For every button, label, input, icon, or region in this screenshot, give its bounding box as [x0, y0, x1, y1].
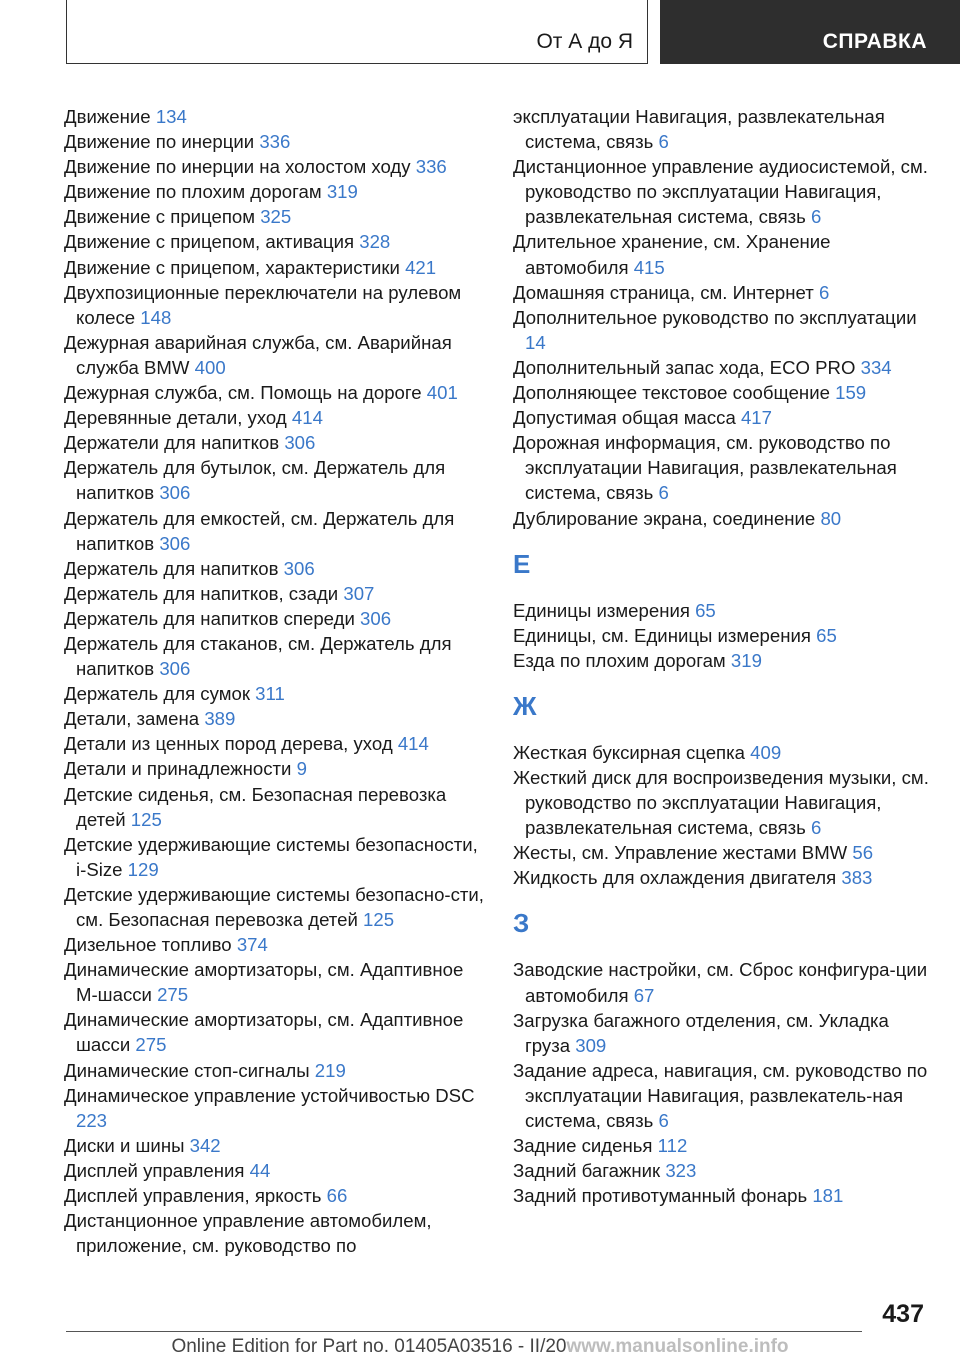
index-entry-text: Задний багажник [513, 1160, 661, 1182]
index-sections [513, 550, 933, 1209]
index-entry-text: Дизельное топливо [64, 934, 232, 956]
index-entry-text: Дорожная информация, см. руководство по эксплуатации Навигация, развлекательная система, связь [513, 432, 903, 504]
index-entry-text: Загрузка багажного отделения, см. Укладка груза [513, 1009, 895, 1056]
index-page-link[interactable]: 401 [426, 382, 458, 404]
index-page-link[interactable]: 65 [695, 599, 716, 621]
index-entry-text: Жидкость для охлаждения двигателя [513, 867, 837, 889]
index-entry-text: Дополняющее текстовое сообщение [513, 382, 830, 404]
index-entry-text: Динамическое управление устойчивостью DSC [64, 1084, 475, 1106]
index-page-link[interactable]: 336 [415, 156, 447, 178]
index-entry [64, 280, 484, 330]
index-page-link[interactable]: 400 [194, 356, 226, 378]
index-entry-text: Задние сиденья [513, 1135, 653, 1157]
index-entry [513, 598, 933, 623]
index-page-link[interactable]: 14 [525, 331, 546, 353]
index-entry [513, 740, 933, 765]
index-entry [64, 581, 484, 606]
index-entry-text: Детские сиденья, см. Безопасная перевозка детей [64, 783, 452, 830]
index-entry [513, 1008, 933, 1058]
page-number: 437 [882, 1300, 924, 1328]
index-page-link[interactable]: 275 [135, 1034, 167, 1056]
index-entry [513, 840, 933, 865]
index-entry-text: Держатель для емкостей, см. Держатель для напитков [64, 507, 460, 554]
index-entry-text: Дистанционное управление аудиосистемой, см. руководство по эксплуатации Навигация, развлекательная система, связь [513, 156, 934, 228]
index-page-link[interactable]: 323 [665, 1160, 697, 1182]
index-page-link[interactable]: 342 [189, 1134, 221, 1156]
index-page-link[interactable]: 414 [291, 407, 323, 429]
index-entry [513, 229, 933, 279]
index-entry-text: Жесты, см. Управление жестами BMW [513, 842, 848, 864]
index-entry-text: Держатель для напитков спереди [64, 607, 355, 629]
index-entry-text: Держатель для бутылок, см. Держатель для напитков [64, 457, 451, 504]
index-page-link[interactable]: 6 [658, 482, 669, 504]
index-entry [513, 380, 933, 405]
index-entry-text: Деревянные детали, уход [64, 407, 287, 429]
index-page-link[interactable]: 112 [657, 1135, 688, 1157]
index-entry [64, 1133, 484, 1158]
index-entry-text: Дублирование экрана, соединение [513, 507, 816, 529]
index-entry [513, 648, 933, 673]
footer-watermark: www.manualsonline.info [566, 1336, 789, 1357]
index-page-link[interactable]: 6 [811, 206, 822, 228]
index-page-link[interactable]: 148 [140, 306, 172, 328]
index-page-link[interactable]: 159 [835, 382, 867, 404]
index-entry [64, 255, 484, 280]
index-page-link[interactable]: 374 [236, 934, 268, 956]
index-entry-text: Движение по инерции [64, 131, 255, 153]
index-entries-d [513, 154, 933, 530]
index-entry [64, 1158, 484, 1183]
index-page-link[interactable]: 307 [343, 582, 375, 604]
index-entry-text: Динамические амортизаторы, см. Адаптивное M-шасси [64, 959, 469, 1006]
index-entry-continuation [513, 104, 933, 154]
index-entry [64, 1058, 484, 1083]
index-entry-text: Задний противотуманный фонарь [513, 1185, 808, 1207]
index-entry [64, 455, 484, 505]
index-page-link[interactable]: 66 [326, 1185, 348, 1207]
index-entry-text: Дежурная аварийная служба, см. Аварийная служба BMW [64, 331, 457, 378]
header-section-right [660, 0, 960, 64]
index-entry [513, 506, 933, 531]
index-entry [513, 154, 933, 229]
index-page-link[interactable]: 311 [255, 683, 285, 705]
index-entry-text: Движение по плохим дорогам [64, 181, 322, 203]
index-page-link[interactable]: 383 [841, 867, 873, 889]
index-entry [64, 154, 484, 179]
index-page-link[interactable]: 325 [260, 206, 292, 228]
index-page-link[interactable]: 415 [633, 256, 665, 278]
index-entry-text: Движение с прицепом, активация [64, 231, 355, 253]
index-entry [513, 957, 933, 1007]
index-entry [513, 430, 933, 505]
index-page-link[interactable]: 6 [658, 131, 669, 153]
index-column-right [513, 104, 933, 1208]
index-entry [64, 782, 484, 832]
index-page-link[interactable]: 306 [159, 532, 191, 554]
footer-divider [66, 1331, 862, 1332]
section-letter-heading: Е [513, 548, 531, 579]
index-entry-text: Дежурная служба, см. Помощь на дороге [64, 382, 422, 404]
index-page-link[interactable]: 56 [852, 842, 874, 864]
index-entry-text: Заводские настройки, см. Сброс конфигура‐ции автомобиля [513, 959, 933, 1006]
index-entry-text: Движение по инерции на холостом ходу [64, 156, 411, 178]
index-page-link[interactable]: 223 [76, 1109, 108, 1131]
index-entry [64, 330, 484, 380]
index-entry-text: Допустимая общая масса [513, 407, 736, 429]
index-entry [64, 1083, 484, 1133]
footer-edition: Online Edition for Part no. 01405A03516 - II/20 [171, 1336, 567, 1357]
index-page-link[interactable]: 309 [575, 1034, 607, 1056]
index-entry-text: Жесткий диск для воспроизведения музыки, см. руководство по эксплуатации Навигация, развлекательная система, связь [513, 766, 935, 839]
index-entry [513, 1058, 933, 1133]
index-entry [64, 932, 484, 957]
index-page-link[interactable]: 6 [818, 281, 830, 303]
index-entry [64, 832, 484, 882]
index-entry [64, 731, 484, 756]
index-page-link[interactable]: 134 [155, 106, 187, 127]
index-entry-text: Динамические амортизаторы, см. Адаптивное шасси [64, 1009, 469, 1056]
section-letter-heading: З [513, 908, 530, 939]
index-entry [64, 606, 484, 631]
index-entry-text: Дополнительный запас хода, ECO PRO [513, 356, 856, 378]
index-entry-text: Задание адреса, навигация, см. руководство по эксплуатации Навигация, развлекатель‐ная система, связь [513, 1059, 933, 1131]
index-entry-text: Дополнительное руководство по эксплуатации [513, 306, 917, 328]
index-page-link[interactable]: 334 [860, 356, 892, 378]
index-page-link[interactable]: 389 [204, 708, 236, 730]
index-entry [513, 305, 933, 355]
index-entry [64, 405, 484, 430]
index-page-link[interactable]: 306 [284, 432, 316, 454]
index-page-link[interactable]: 328 [359, 231, 391, 253]
index-page-link[interactable]: 306 [159, 482, 191, 504]
index-entry [513, 865, 933, 890]
index-entry [513, 1158, 933, 1183]
index-page-link[interactable]: 275 [157, 984, 189, 1006]
index-entry [64, 430, 484, 455]
header-section-left-label: От А до Я [536, 30, 633, 53]
index-page-link[interactable]: 306 [159, 658, 191, 680]
index-entry [513, 355, 933, 380]
index-entry-text: Детали и принадлежности [64, 758, 292, 780]
index-page-link[interactable]: 80 [820, 507, 842, 529]
index-entry [513, 623, 933, 648]
index-entry-text: эксплуатации Навигация, развлекательная система, связь [513, 106, 891, 153]
index-page-link[interactable]: 319 [326, 181, 358, 203]
index-entry [64, 631, 484, 681]
index-entry [64, 506, 484, 556]
index-page-link[interactable]: 319 [730, 649, 762, 671]
index-entry-text: Домашняя страница, см. Интернет [513, 281, 814, 303]
index-entry-text: Движение [64, 106, 151, 127]
index-entry-text: Детские удерживающие системы безопасно‐сти, см. Безопасная перевозка детей [64, 883, 490, 930]
index-entry-text: Дисплей управления, яркость [64, 1185, 322, 1207]
index-entry [64, 1183, 484, 1208]
index-page-link[interactable]: 9 [296, 758, 307, 780]
index-page-link[interactable]: 6 [811, 817, 822, 839]
index-page-link[interactable]: 181 [812, 1185, 844, 1207]
index-page-link[interactable]: 409 [750, 741, 782, 763]
index-entry [64, 179, 484, 204]
index-page-link[interactable]: 219 [314, 1059, 346, 1081]
index-entry [64, 380, 484, 405]
index-page-link[interactable]: 306 [360, 607, 392, 629]
index-entry [64, 957, 484, 1007]
index-entry-text: Детали из ценных пород дерева, уход [64, 733, 393, 755]
index-entry-text: Детские удерживающие системы безопасности, i-Size [64, 833, 483, 880]
index-page-link[interactable]: 125 [130, 808, 162, 830]
index-page-link[interactable]: 421 [405, 256, 437, 278]
index-entry-text: Дисплей управления [64, 1159, 245, 1181]
index-entry-text: Двухпозиционные переключатели на рулевом колесе [64, 281, 467, 328]
index-entry-text: Держатели для напитков [64, 432, 280, 454]
index-page-link[interactable]: 125 [363, 909, 395, 930]
index-entry [513, 1183, 933, 1208]
index-page-link[interactable]: 129 [127, 858, 159, 880]
index-entry [64, 204, 484, 229]
index-page-link[interactable]: 44 [249, 1159, 271, 1181]
index-entry [64, 882, 490, 932]
index-entry [64, 756, 484, 781]
index-entry-text: Диски и шины [64, 1134, 185, 1156]
index-entry-text: Езда по плохим дорогам [513, 649, 726, 671]
index-entry-text: Жесткая буксирная сцепка [513, 741, 745, 763]
index-entry [513, 280, 933, 305]
index-entry [64, 1208, 484, 1258]
index-entry [64, 104, 484, 129]
index-entry-text: Держатель для напитков, сзади [64, 582, 339, 604]
footer [0, 1336, 960, 1358]
index-entry-text: Держатель для напитков [64, 557, 279, 579]
header-section-right-label: СПРАВКА [822, 30, 927, 53]
index-entry-text: Единицы, см. Единицы измерения [513, 624, 811, 646]
index-entry [513, 405, 933, 430]
index-entry [64, 681, 484, 706]
index-page-link[interactable]: 67 [633, 984, 655, 1006]
index-entry [64, 556, 484, 581]
index-entry-text: Движение с прицепом, характеристики [64, 256, 400, 278]
index-entry [64, 1007, 484, 1057]
index-entry-text: Динамические стоп-сигналы [64, 1059, 310, 1081]
index-page-link[interactable]: 306 [283, 557, 315, 579]
index-entry [64, 229, 484, 254]
index-entry-text: Длительное хранение, см. Хранение автомобиля [513, 231, 836, 278]
index-entry-text: Движение с прицепом [64, 206, 256, 228]
index-page-link[interactable]: 414 [397, 733, 429, 755]
index-entry [64, 706, 484, 731]
index-page-link[interactable]: 65 [816, 624, 837, 646]
index-entry [64, 129, 484, 154]
index-entry-text: Дистанционное управление автомобилем, приложение, см. руководство по [64, 1210, 437, 1257]
section-letter-heading: Ж [513, 690, 537, 721]
index-entry-text: Держатель для стаканов, см. Держатель для напитков [64, 632, 457, 680]
index-entry [513, 765, 933, 840]
index-entry-text: Держатель для сумок [64, 683, 250, 705]
index-page-link[interactable]: 417 [740, 407, 772, 429]
header-section-left [66, 0, 648, 64]
index-entry-text: Детали, замена [64, 708, 200, 730]
index-entry-text: Единицы измерения [513, 599, 690, 621]
index-column-left [64, 104, 490, 1258]
index-page-link[interactable]: 6 [658, 1110, 669, 1131]
index-entry [513, 1133, 933, 1158]
index-page-link[interactable]: 336 [259, 131, 291, 153]
